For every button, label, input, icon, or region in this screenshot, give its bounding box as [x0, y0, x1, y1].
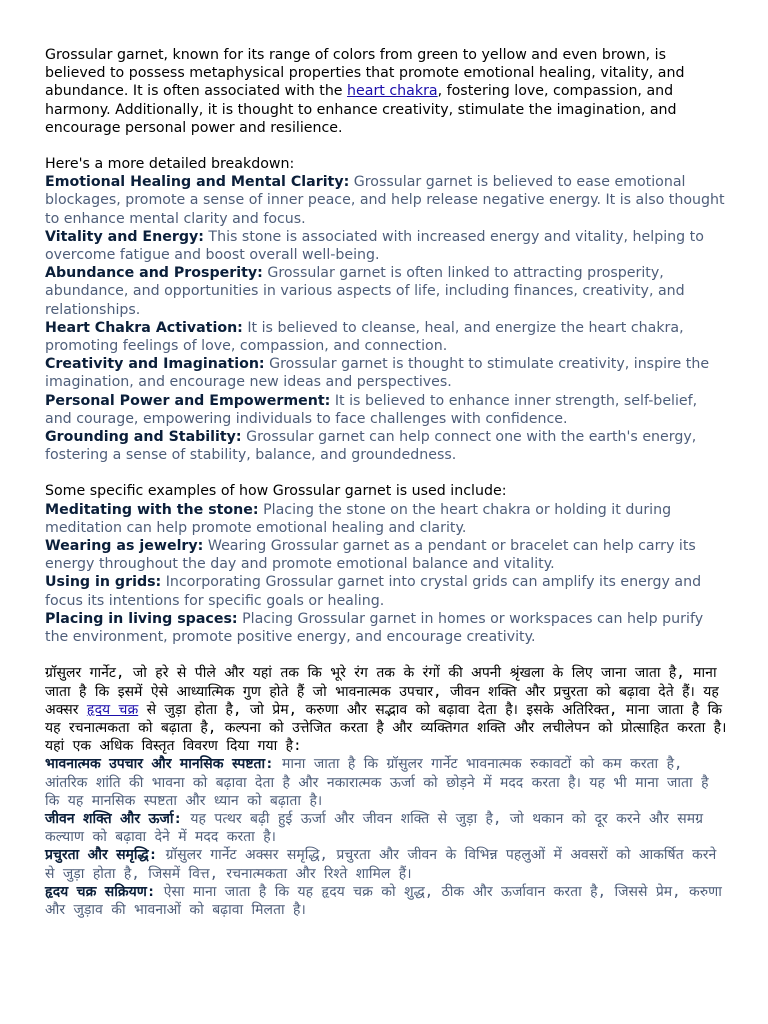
uses-item-title: Meditating with the stone: — [45, 501, 259, 518]
breakdown-item — [45, 319, 728, 355]
hindi-intro-text-after-link: से जुड़ा होता है, जो प्रेम, करुणा और सद्भाव को बढ़ावा देता है। इसके अतिरिक्त, माना जाता है कि यह रचनात्मकता को बढ़ाता है, कल्पना को उत्तेजित करता है और व्यक्तिगत शक्ति और लचीलेपन को प्रोत्साहित करता है। — [45, 701, 727, 736]
breakdown-item — [45, 428, 728, 464]
breakdown-lead: Here's a more detailed breakdown: — [45, 156, 295, 173]
uses-item-text: Placing the stone on the heart chakra or holding it during meditation can help promote emotional healing and clarity. — [45, 501, 672, 536]
uses-list — [45, 501, 728, 647]
hindi-item — [45, 883, 728, 919]
hindi-item-title: जीवन शक्ति और ऊर्जा: — [45, 810, 182, 827]
uses-item-text: Incorporating Grossular garnet into crystal grids can amplify its energy and focus its intentions for specific goals or healing. — [45, 574, 702, 609]
hindi-lead: यहां एक अधिक विस्तृत विवरण दिया गया है: — [45, 738, 302, 755]
hindi-intro-text-before-link: ग्रॉसुलर गार्नेट, जो हरे से पीले और यहां तक कि भूरे रंग तक के रंगों की अपनी श्रृंखला के लिए जाना जाता है, माना जाता है कि इसमें ऐसे आध्यात्मिक गुण होते हैं जो भावनात्मक उपचार, जीवन शक्ति और प्रचुरता को बढ़ावा देते हैं। यह अक्सर — [45, 665, 719, 718]
hindi-item-title: भावनात्मक उपचार और मानसिक स्पष्टता: — [45, 756, 274, 773]
breakdown-item-title: Personal Power and Empowerment: — [45, 392, 331, 409]
breakdown-item — [45, 264, 728, 319]
spacer — [45, 464, 728, 482]
hindi-item-text: माना जाता है कि ग्रॉसुलर गार्नेट भावनात्मक रुकावटों को कम करता है, आंतरिक शांति की भावना को बढ़ावा देता है और नकारात्मक ऊर्जा को छोड़ने में मदद करता है। यह भी माना जाता है कि यह मानसिक स्पष्टता और ध्यान को बढ़ाता है। — [45, 756, 709, 809]
breakdown-item — [45, 355, 728, 391]
hindi-item-text: यह पत्थर बढ़ी हुई ऊर्जा और जीवन शक्ति से जुड़ा है, जो थकान को दूर करने और समग्र कल्याण को बढ़ावा देने में मदद करता है। — [45, 810, 704, 846]
breakdown-item-text: Grossular garnet can help connect one with the earth's energy, fostering a sense of stability, balance, and groundedness. — [45, 429, 697, 464]
breakdown-item-title: Emotional Healing and Mental Clarity: — [45, 174, 350, 191]
hindi-item-text: ऐसा माना जाता है कि यह हृदय चक्र को शुद्ध, ठीक और ऊर्जावान करता है, जिससे प्रेम, करुणा और जुड़ाव की भावनाओं को बढ़ावा मिलता है। — [45, 883, 722, 918]
heart-chakra-link[interactable]: heart chakra — [347, 83, 438, 100]
uses-item-title: Placing in living spaces: — [45, 610, 238, 627]
uses-item-title: Using in grids: — [45, 574, 162, 591]
hindi-item-title: प्रचुरता और समृद्धि: — [45, 847, 158, 864]
uses-item-text: Placing Grossular garnet in homes or workspaces can help purify the environment, promote positive energy, and encourage creativity. — [45, 610, 704, 646]
breakdown-item-text: It is believed to cleanse, heal, and energize the heart chakra, promoting feelings of love, compassion, and connection. — [45, 319, 684, 355]
uses-item — [45, 610, 728, 646]
spacer — [45, 646, 728, 664]
breakdown-item — [45, 228, 728, 264]
uses-item — [45, 573, 728, 609]
uses-item-title: Wearing as jewelry: — [45, 538, 204, 555]
hindi-heart-chakra-link[interactable]: हृदय चक्र — [86, 701, 139, 718]
hindi-intro-paragraph — [45, 664, 728, 737]
hindi-item — [45, 755, 728, 810]
breakdown-item-text: It is believed to enhance inner strength, self-belief, and courage, empowering individuals to face challenges with confidence. — [45, 392, 698, 427]
breakdown-item-title: Heart Chakra Activation: — [45, 319, 243, 336]
breakdown-item-title: Grounding and Stability: — [45, 429, 242, 446]
uses-item — [45, 537, 728, 573]
hindi-section — [45, 664, 728, 919]
breakdown-item — [45, 392, 728, 428]
intro-text-before-link: Grossular garnet, known for its range of colors from green to yellow and even brown, is believed to possess metaphysical properties that promote emotional healing, vitality, and abundance. It is often associated with the — [45, 47, 685, 100]
breakdown-item-text: This stone is associated with increased energy and vitality, helping to overcome fatigue and boost overall well-being. — [45, 228, 704, 264]
breakdown-item — [45, 173, 728, 228]
intro-text-after-link: , fostering love, compassion, and harmony. Additionally, it is thought to enhance creativity, stimulate the imagination, and encourage personal power and resilience. — [45, 83, 677, 136]
hindi-item-title: हृदय चक्र सक्रियण: — [45, 883, 156, 900]
breakdown-item-text: Grossular garnet is thought to stimulate creativity, inspire the imagination, and encourage new ideas and perspectives. — [45, 356, 710, 391]
breakdown-item-text: Grossular garnet is believed to ease emotional blockages, promote a sense of inner peace, and help release negative energy. It is also thought to enhance mental clarity and focus. — [45, 174, 725, 227]
uses-lead: Some specific examples of how Grossular garnet is used include: — [45, 483, 507, 500]
breakdown-item-title: Abundance and Prosperity: — [45, 265, 263, 282]
breakdown-item-text: Grossular garnet is often linked to attracting prosperity, abundance, and opportunities in various aspects of life, including finances, creativity, and relationships. — [45, 265, 685, 318]
breakdown-list — [45, 173, 728, 464]
hindi-item — [45, 846, 728, 882]
hindi-item-text: ग्रॉसुलर गार्नेट अक्सर समृद्धि, प्रचुरता और जीवन के विभिन्न पहलुओं में अवसरों को आकर्षित करने से जुड़ा होता है, जिसमें वित्त, रचनात्मकता और रिश्ते शामिल हैं। — [45, 847, 717, 882]
uses-item — [45, 501, 728, 537]
hindi-item — [45, 810, 728, 846]
spacer — [45, 137, 728, 155]
breakdown-item-title: Vitality and Energy: — [45, 228, 204, 245]
breakdown-item-title: Creativity and Imagination: — [45, 356, 265, 373]
uses-item-text: Wearing Grossular garnet as a pendant or bracelet can help carry its energy throughout the day and promote emotional balance and vitality. — [45, 538, 696, 573]
intro-paragraph — [45, 46, 728, 137]
